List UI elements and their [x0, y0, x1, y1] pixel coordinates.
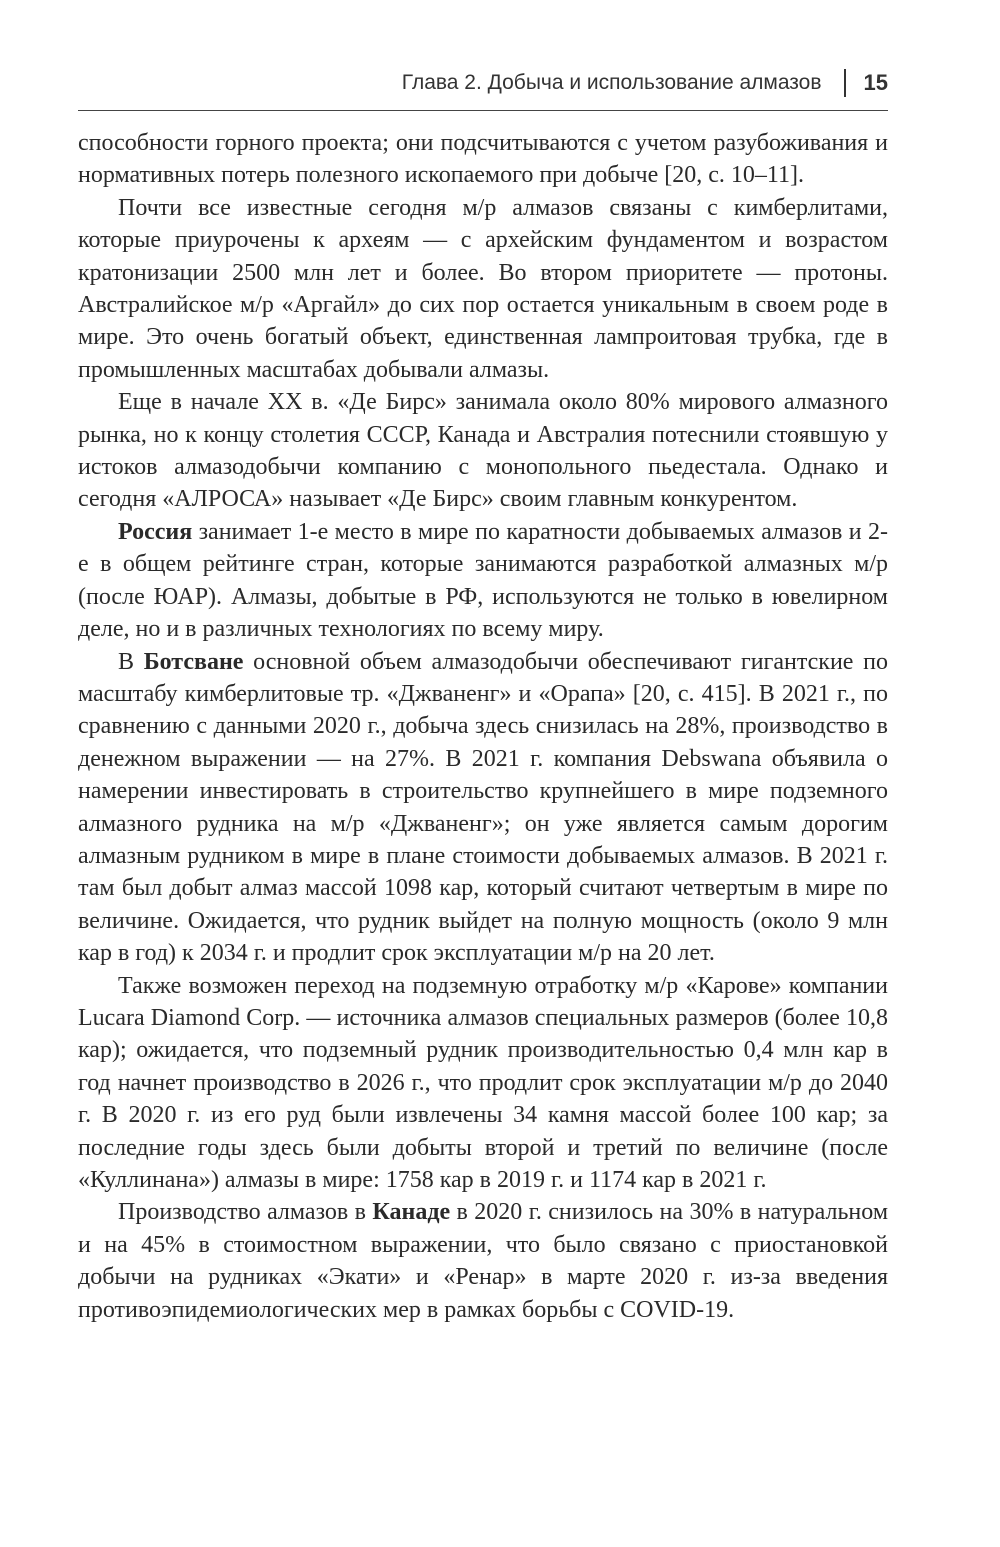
paragraph-text: занимает 1-е место в мире по каратности добываемых алмазов и 2-е в общем рейтинге стран, которые занимаются разработкой алмазных м/р (после ЮАР). Алмазы, добытые в РФ, используются не только в ювелирном деле, но и в различных технологиях по всему миру. [78, 518, 888, 643]
paragraph-kimberlites [78, 192, 888, 386]
paragraph-bold-lead: Канаде [372, 1199, 451, 1226]
paragraph-bold-lead: Ботсване [143, 648, 244, 675]
header-rule [78, 110, 888, 111]
paragraph-text: Также возможен переход на подземную отработку м/р «Карове» компании Lucara Diamond Corp. — источника алмазов специальных размеров (более 10,8 кар); ожидается, что подземный рудник производительностью 0,4 млн кар в год начнет производство в 2026 г., что продлит срок эксплуатации м/р до 2040 г. В 2020 г. из его руд были извлечены 34 камня массой более 100 кар; за последние годы здесь были добыты второй и третий по величине (после «Куллинана») алмазы в мире: 1758 кар в 2019 г. и 1174 кар в 2021 г. [78, 972, 888, 1193]
paragraph-canada [78, 1196, 888, 1326]
paragraph-karowe [78, 970, 888, 1197]
paragraph-text: Еще в начале XX в. «Де Бирс» занимала около 80% мирового алмазного рынка, но к концу столетия СССР, Канада и Австралия потеснили стоявшую у истоков алмазодобычи компанию с монопольного пьедестала. Однако и сегодня «АЛРОСА» называет «Де Бирс» своим главным конкурентом. [78, 389, 888, 513]
running-header [78, 60, 888, 106]
body-text [78, 127, 888, 1326]
paragraph-text: основной объем алмазодобычи обеспечивают гигантские по масштабу кимберлитовые тр. «Джваненг» и «Орапа» [20, с. 415]. В 2021 г., по сравнению с данными 2020 г., добыча здесь снизилась на 28%, производство в денежном выражении — на 27%. В 2021 г. компания Debswana объявила о намерении инвестировать в строительство крупнейшего в мире подземного алмазного рудника на м/р «Джваненг»; он уже является самым дорогим алмазным рудником в мире в плане стоимости добываемых алмазов. В 2021 г. там был добыт алмаз массой 1098 кар, который считают четвертым в мире по величине. Ожидается, что рудник выйдет на полную мощность (около 9 млн кар в год) к 2034 г. и продлит срок эксплуатации м/р на 20 лет. [78, 648, 888, 967]
paragraph-de-beers [78, 386, 888, 516]
paragraph-lead: В [118, 648, 144, 675]
paragraph-bold-lead: Россия [118, 518, 193, 545]
paragraph-text: в 2020 г. снизилось на 30% в натуральном и на 45% в стоимостном выражении, что было связано с приостановкой добычи на рудниках «Экати» и «Ренар» в марте 2020 г. из-за введения противоэпидемиологических мер в рамках борьбы с COVID-19. [78, 1199, 889, 1323]
chapter-title: Глава 2. Добыча и использование алмазов [401, 71, 822, 94]
paragraph-text: способности горного проекта; они подсчитываются с учетом разубоживания и нормативных потерь полезного ископаемого при добыче [20, с. 10–11]. [78, 130, 888, 189]
paragraph-text: Почти все известные сегодня м/р алмазов связаны с кимберлитами, которые приурочены к археям — с архейским фундаментом и возрастом кратонизации 2500 млн лет и более. Во втором приоритете — протоны. Австралийское м/р «Аргайл» до сих пор остается уникальным в своем роде в мире. Это очень богатый объект, единственная лампроитовая трубка, где в промышленных масштабах добывали алмазы. [78, 194, 888, 383]
paragraph-botswana [78, 646, 888, 970]
paragraph-continuation [78, 127, 888, 192]
book-page [78, 60, 888, 1326]
paragraph-lead: Производство алмазов в [118, 1199, 373, 1226]
page-number: 15 [863, 70, 888, 95]
paragraph-russia [78, 516, 888, 646]
header-separator [844, 69, 846, 97]
